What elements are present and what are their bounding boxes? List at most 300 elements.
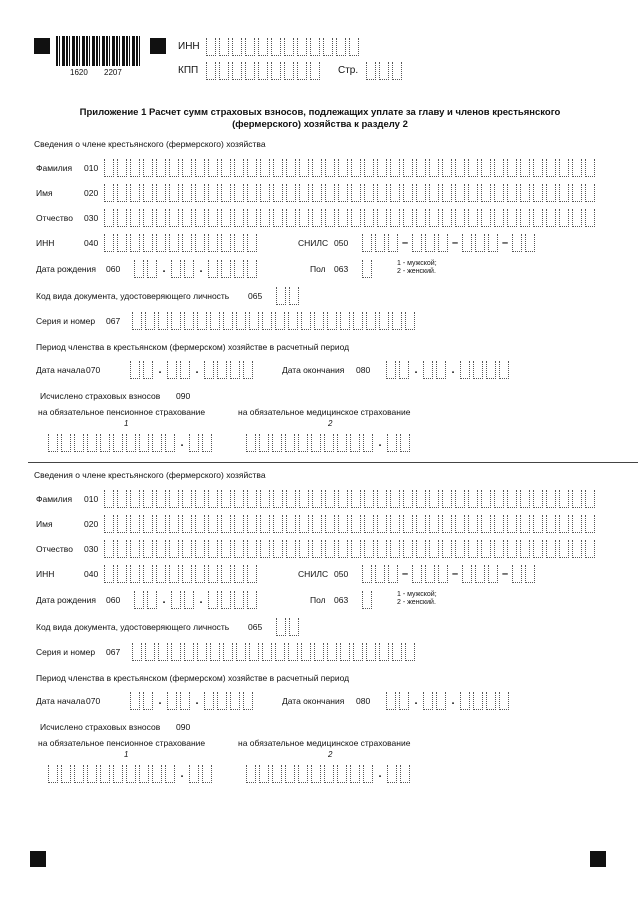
char-cell[interactable] xyxy=(338,209,348,227)
char-cell[interactable] xyxy=(221,159,231,177)
char-cell[interactable] xyxy=(210,643,220,661)
char-cell[interactable] xyxy=(189,434,199,452)
char-cell[interactable] xyxy=(312,540,322,558)
char-cell[interactable] xyxy=(405,643,415,661)
char-cell[interactable] xyxy=(403,159,413,177)
char-cell[interactable] xyxy=(468,540,478,558)
char-cell[interactable] xyxy=(507,540,517,558)
char-cell[interactable] xyxy=(230,692,240,710)
char-cell[interactable] xyxy=(525,565,535,583)
name-cells[interactable] xyxy=(104,515,598,533)
char-cell[interactable] xyxy=(314,312,324,330)
char-cell[interactable] xyxy=(171,643,181,661)
char-cell[interactable] xyxy=(297,62,307,80)
char-cell[interactable] xyxy=(546,184,556,202)
char-cell[interactable] xyxy=(572,540,582,558)
char-cell[interactable] xyxy=(156,565,166,583)
char-cell[interactable] xyxy=(171,591,181,609)
char-cell[interactable] xyxy=(147,591,157,609)
char-cell[interactable] xyxy=(184,312,194,330)
char-cell[interactable] xyxy=(416,540,426,558)
header-kpp-cells[interactable] xyxy=(206,62,323,80)
char-cell[interactable] xyxy=(310,38,320,56)
char-cell[interactable] xyxy=(351,184,361,202)
char-cell[interactable] xyxy=(442,184,452,202)
header-inn-cells[interactable] xyxy=(206,38,362,56)
char-cell[interactable] xyxy=(182,490,192,508)
char-cell[interactable] xyxy=(310,62,320,80)
char-cell[interactable] xyxy=(364,515,374,533)
char-cell[interactable] xyxy=(400,434,410,452)
char-cell[interactable] xyxy=(221,490,231,508)
char-cell[interactable] xyxy=(208,209,218,227)
sex-cells[interactable] xyxy=(362,260,375,278)
char-cell[interactable] xyxy=(104,565,114,583)
char-cell[interactable] xyxy=(455,490,465,508)
char-cell[interactable] xyxy=(171,260,181,278)
char-cell[interactable] xyxy=(460,692,470,710)
char-cell[interactable] xyxy=(299,540,309,558)
char-cell[interactable] xyxy=(325,184,335,202)
char-cell[interactable] xyxy=(276,618,286,636)
surname-cells[interactable] xyxy=(104,490,598,508)
char-cell[interactable] xyxy=(362,591,372,609)
char-cell[interactable] xyxy=(87,434,97,452)
char-cell[interactable] xyxy=(234,234,244,252)
char-cell[interactable] xyxy=(221,209,231,227)
char-cell[interactable] xyxy=(392,643,402,661)
char-cell[interactable] xyxy=(247,184,257,202)
char-cell[interactable] xyxy=(61,434,71,452)
char-cell[interactable] xyxy=(572,184,582,202)
char-cell[interactable] xyxy=(311,765,321,783)
sex-cells[interactable] xyxy=(362,591,375,609)
char-cell[interactable] xyxy=(507,209,517,227)
char-cell[interactable] xyxy=(325,159,335,177)
dob-cells[interactable] xyxy=(134,591,260,609)
char-cell[interactable] xyxy=(388,234,398,252)
char-cell[interactable] xyxy=(416,184,426,202)
char-cell[interactable] xyxy=(349,38,359,56)
char-cell[interactable] xyxy=(284,62,294,80)
char-cell[interactable] xyxy=(260,515,270,533)
char-cell[interactable] xyxy=(104,515,114,533)
char-cell[interactable] xyxy=(130,234,140,252)
char-cell[interactable] xyxy=(130,540,140,558)
char-cell[interactable] xyxy=(366,62,376,80)
char-cell[interactable] xyxy=(351,209,361,227)
char-cell[interactable] xyxy=(390,159,400,177)
char-cell[interactable] xyxy=(351,159,361,177)
char-cell[interactable] xyxy=(481,184,491,202)
char-cell[interactable] xyxy=(165,434,175,452)
char-cell[interactable] xyxy=(572,490,582,508)
char-cell[interactable] xyxy=(143,540,153,558)
char-cell[interactable] xyxy=(364,540,374,558)
char-cell[interactable] xyxy=(232,62,242,80)
char-cell[interactable] xyxy=(286,159,296,177)
char-cell[interactable] xyxy=(182,565,192,583)
char-cell[interactable] xyxy=(312,209,322,227)
char-cell[interactable] xyxy=(585,159,595,177)
char-cell[interactable] xyxy=(156,159,166,177)
char-cell[interactable] xyxy=(246,434,256,452)
char-cell[interactable] xyxy=(247,591,257,609)
char-cell[interactable] xyxy=(145,643,155,661)
char-cell[interactable] xyxy=(247,209,257,227)
char-cell[interactable] xyxy=(234,184,244,202)
char-cell[interactable] xyxy=(286,540,296,558)
char-cell[interactable] xyxy=(195,490,205,508)
char-cell[interactable] xyxy=(494,209,504,227)
char-cell[interactable] xyxy=(340,312,350,330)
char-cell[interactable] xyxy=(312,515,322,533)
char-cell[interactable] xyxy=(473,361,483,379)
char-cell[interactable] xyxy=(249,643,259,661)
char-cell[interactable] xyxy=(364,209,374,227)
char-cell[interactable] xyxy=(195,159,205,177)
char-cell[interactable] xyxy=(494,490,504,508)
char-cell[interactable] xyxy=(494,540,504,558)
char-cell[interactable] xyxy=(221,184,231,202)
char-cell[interactable] xyxy=(416,515,426,533)
char-cell[interactable] xyxy=(184,643,194,661)
char-cell[interactable] xyxy=(475,565,485,583)
char-cell[interactable] xyxy=(260,159,270,177)
char-cell[interactable] xyxy=(299,515,309,533)
end-date-cells[interactable] xyxy=(386,361,512,379)
char-cell[interactable] xyxy=(403,209,413,227)
char-cell[interactable] xyxy=(273,515,283,533)
char-cell[interactable] xyxy=(366,312,376,330)
char-cell[interactable] xyxy=(273,540,283,558)
char-cell[interactable] xyxy=(104,184,114,202)
char-cell[interactable] xyxy=(104,234,114,252)
char-cell[interactable] xyxy=(169,159,179,177)
char-cell[interactable] xyxy=(130,209,140,227)
char-cell[interactable] xyxy=(481,490,491,508)
char-cell[interactable] xyxy=(455,184,465,202)
char-cell[interactable] xyxy=(234,209,244,227)
char-cell[interactable] xyxy=(230,361,240,379)
char-cell[interactable] xyxy=(197,643,207,661)
series-cells[interactable] xyxy=(132,643,418,661)
char-cell[interactable] xyxy=(202,765,212,783)
char-cell[interactable] xyxy=(390,184,400,202)
char-cell[interactable] xyxy=(363,765,373,783)
char-cell[interactable] xyxy=(377,540,387,558)
char-cell[interactable] xyxy=(158,643,168,661)
char-cell[interactable] xyxy=(219,38,229,56)
char-cell[interactable] xyxy=(273,490,283,508)
char-cell[interactable] xyxy=(488,234,498,252)
char-cell[interactable] xyxy=(260,490,270,508)
char-cell[interactable] xyxy=(189,765,199,783)
char-cell[interactable] xyxy=(533,515,543,533)
char-cell[interactable] xyxy=(208,515,218,533)
char-cell[interactable] xyxy=(182,159,192,177)
char-cell[interactable] xyxy=(234,565,244,583)
char-cell[interactable] xyxy=(245,38,255,56)
char-cell[interactable] xyxy=(117,515,127,533)
char-cell[interactable] xyxy=(221,565,231,583)
char-cell[interactable] xyxy=(351,515,361,533)
char-cell[interactable] xyxy=(156,490,166,508)
char-cell[interactable] xyxy=(585,490,595,508)
char-cell[interactable] xyxy=(87,765,97,783)
char-cell[interactable] xyxy=(208,565,218,583)
char-cell[interactable] xyxy=(375,234,385,252)
char-cell[interactable] xyxy=(217,692,227,710)
char-cell[interactable] xyxy=(481,515,491,533)
patronymic-cells[interactable] xyxy=(104,540,598,558)
char-cell[interactable] xyxy=(559,515,569,533)
char-cell[interactable] xyxy=(284,38,294,56)
char-cell[interactable] xyxy=(221,260,231,278)
char-cell[interactable] xyxy=(520,540,530,558)
medical-amount-cells[interactable] xyxy=(246,434,413,452)
char-cell[interactable] xyxy=(234,260,244,278)
char-cell[interactable] xyxy=(195,209,205,227)
char-cell[interactable] xyxy=(126,765,136,783)
char-cell[interactable] xyxy=(223,643,233,661)
char-cell[interactable] xyxy=(258,62,268,80)
char-cell[interactable] xyxy=(48,434,58,452)
char-cell[interactable] xyxy=(180,692,190,710)
char-cell[interactable] xyxy=(377,184,387,202)
char-cell[interactable] xyxy=(377,515,387,533)
char-cell[interactable] xyxy=(494,159,504,177)
char-cell[interactable] xyxy=(364,184,374,202)
char-cell[interactable] xyxy=(312,184,322,202)
char-cell[interactable] xyxy=(221,540,231,558)
char-cell[interactable] xyxy=(425,234,435,252)
char-cell[interactable] xyxy=(117,159,127,177)
char-cell[interactable] xyxy=(117,565,127,583)
char-cell[interactable] xyxy=(481,159,491,177)
char-cell[interactable] xyxy=(494,515,504,533)
char-cell[interactable] xyxy=(165,765,175,783)
char-cell[interactable] xyxy=(143,565,153,583)
char-cell[interactable] xyxy=(533,209,543,227)
char-cell[interactable] xyxy=(143,159,153,177)
char-cell[interactable] xyxy=(486,361,496,379)
pension-amount-cells[interactable] xyxy=(48,434,215,452)
char-cell[interactable] xyxy=(197,312,207,330)
char-cell[interactable] xyxy=(169,234,179,252)
char-cell[interactable] xyxy=(158,312,168,330)
char-cell[interactable] xyxy=(364,159,374,177)
char-cell[interactable] xyxy=(143,209,153,227)
char-cell[interactable] xyxy=(460,361,470,379)
char-cell[interactable] xyxy=(156,234,166,252)
char-cell[interactable] xyxy=(167,692,177,710)
char-cell[interactable] xyxy=(117,209,127,227)
char-cell[interactable] xyxy=(399,361,409,379)
char-cell[interactable] xyxy=(180,361,190,379)
char-cell[interactable] xyxy=(546,515,556,533)
char-cell[interactable] xyxy=(134,591,144,609)
char-cell[interactable] xyxy=(392,312,402,330)
char-cell[interactable] xyxy=(585,515,595,533)
char-cell[interactable] xyxy=(494,184,504,202)
char-cell[interactable] xyxy=(336,38,346,56)
char-cell[interactable] xyxy=(301,643,311,661)
char-cell[interactable] xyxy=(379,643,389,661)
char-cell[interactable] xyxy=(468,209,478,227)
dob-cells[interactable] xyxy=(134,260,260,278)
char-cell[interactable] xyxy=(377,209,387,227)
char-cell[interactable] xyxy=(338,159,348,177)
char-cell[interactable] xyxy=(145,312,155,330)
char-cell[interactable] xyxy=(288,312,298,330)
char-cell[interactable] xyxy=(405,312,415,330)
char-cell[interactable] xyxy=(572,515,582,533)
char-cell[interactable] xyxy=(520,159,530,177)
char-cell[interactable] xyxy=(156,184,166,202)
char-cell[interactable] xyxy=(273,209,283,227)
char-cell[interactable] xyxy=(286,184,296,202)
char-cell[interactable] xyxy=(455,540,465,558)
char-cell[interactable] xyxy=(167,361,177,379)
char-cell[interactable] xyxy=(184,591,194,609)
char-cell[interactable] xyxy=(130,159,140,177)
char-cell[interactable] xyxy=(546,209,556,227)
char-cell[interactable] xyxy=(273,159,283,177)
char-cell[interactable] xyxy=(139,765,149,783)
char-cell[interactable] xyxy=(338,540,348,558)
char-cell[interactable] xyxy=(245,62,255,80)
medical-amount-cells[interactable] xyxy=(246,765,413,783)
char-cell[interactable] xyxy=(208,159,218,177)
char-cell[interactable] xyxy=(143,361,153,379)
char-cell[interactable] xyxy=(247,234,257,252)
char-cell[interactable] xyxy=(442,209,452,227)
char-cell[interactable] xyxy=(350,765,360,783)
char-cell[interactable] xyxy=(520,515,530,533)
char-cell[interactable] xyxy=(247,490,257,508)
char-cell[interactable] xyxy=(208,234,218,252)
char-cell[interactable] xyxy=(379,62,389,80)
char-cell[interactable] xyxy=(403,490,413,508)
char-cell[interactable] xyxy=(130,692,140,710)
char-cell[interactable] xyxy=(221,234,231,252)
surname-cells[interactable] xyxy=(104,159,598,177)
char-cell[interactable] xyxy=(134,260,144,278)
char-cell[interactable] xyxy=(208,260,218,278)
char-cell[interactable] xyxy=(388,565,398,583)
char-cell[interactable] xyxy=(152,434,162,452)
char-cell[interactable] xyxy=(147,260,157,278)
char-cell[interactable] xyxy=(338,184,348,202)
char-cell[interactable] xyxy=(100,434,110,452)
char-cell[interactable] xyxy=(104,540,114,558)
char-cell[interactable] xyxy=(338,490,348,508)
char-cell[interactable] xyxy=(132,643,142,661)
char-cell[interactable] xyxy=(286,515,296,533)
char-cell[interactable] xyxy=(249,312,259,330)
char-cell[interactable] xyxy=(206,62,216,80)
char-cell[interactable] xyxy=(234,540,244,558)
char-cell[interactable] xyxy=(195,184,205,202)
char-cell[interactable] xyxy=(468,159,478,177)
char-cell[interactable] xyxy=(195,565,205,583)
char-cell[interactable] xyxy=(423,361,433,379)
char-cell[interactable] xyxy=(379,312,389,330)
char-cell[interactable] xyxy=(247,515,257,533)
char-cell[interactable] xyxy=(350,434,360,452)
char-cell[interactable] xyxy=(117,540,127,558)
char-cell[interactable] xyxy=(204,692,214,710)
char-cell[interactable] xyxy=(156,515,166,533)
char-cell[interactable] xyxy=(272,434,282,452)
char-cell[interactable] xyxy=(74,434,84,452)
char-cell[interactable] xyxy=(285,434,295,452)
char-cell[interactable] xyxy=(390,490,400,508)
patronymic-cells[interactable] xyxy=(104,209,598,227)
char-cell[interactable] xyxy=(327,643,337,661)
char-cell[interactable] xyxy=(299,159,309,177)
char-cell[interactable] xyxy=(327,312,337,330)
char-cell[interactable] xyxy=(512,565,522,583)
char-cell[interactable] xyxy=(416,490,426,508)
char-cell[interactable] xyxy=(289,618,299,636)
char-cell[interactable] xyxy=(507,184,517,202)
char-cell[interactable] xyxy=(436,361,446,379)
char-cell[interactable] xyxy=(258,38,268,56)
char-cell[interactable] xyxy=(429,184,439,202)
char-cell[interactable] xyxy=(130,565,140,583)
char-cell[interactable] xyxy=(276,287,286,305)
char-cell[interactable] xyxy=(337,434,347,452)
char-cell[interactable] xyxy=(208,540,218,558)
char-cell[interactable] xyxy=(390,515,400,533)
char-cell[interactable] xyxy=(338,515,348,533)
char-cell[interactable] xyxy=(559,184,569,202)
char-cell[interactable] xyxy=(182,515,192,533)
char-cell[interactable] xyxy=(546,159,556,177)
char-cell[interactable] xyxy=(377,159,387,177)
char-cell[interactable] xyxy=(260,184,270,202)
char-cell[interactable] xyxy=(473,692,483,710)
char-cell[interactable] xyxy=(399,692,409,710)
char-cell[interactable] xyxy=(271,38,281,56)
char-cell[interactable] xyxy=(247,260,257,278)
char-cell[interactable] xyxy=(403,184,413,202)
char-cell[interactable] xyxy=(481,209,491,227)
char-cell[interactable] xyxy=(377,490,387,508)
char-cell[interactable] xyxy=(325,490,335,508)
char-cell[interactable] xyxy=(311,434,321,452)
char-cell[interactable] xyxy=(423,692,433,710)
char-cell[interactable] xyxy=(462,565,472,583)
char-cell[interactable] xyxy=(572,159,582,177)
char-cell[interactable] xyxy=(169,209,179,227)
char-cell[interactable] xyxy=(126,434,136,452)
char-cell[interactable] xyxy=(301,312,311,330)
char-cell[interactable] xyxy=(232,38,242,56)
char-cell[interactable] xyxy=(219,62,229,80)
char-cell[interactable] xyxy=(182,209,192,227)
char-cell[interactable] xyxy=(169,540,179,558)
char-cell[interactable] xyxy=(559,540,569,558)
char-cell[interactable] xyxy=(243,361,253,379)
char-cell[interactable] xyxy=(117,234,127,252)
char-cell[interactable] xyxy=(442,540,452,558)
char-cell[interactable] xyxy=(247,540,257,558)
char-cell[interactable] xyxy=(156,540,166,558)
char-cell[interactable] xyxy=(297,38,307,56)
